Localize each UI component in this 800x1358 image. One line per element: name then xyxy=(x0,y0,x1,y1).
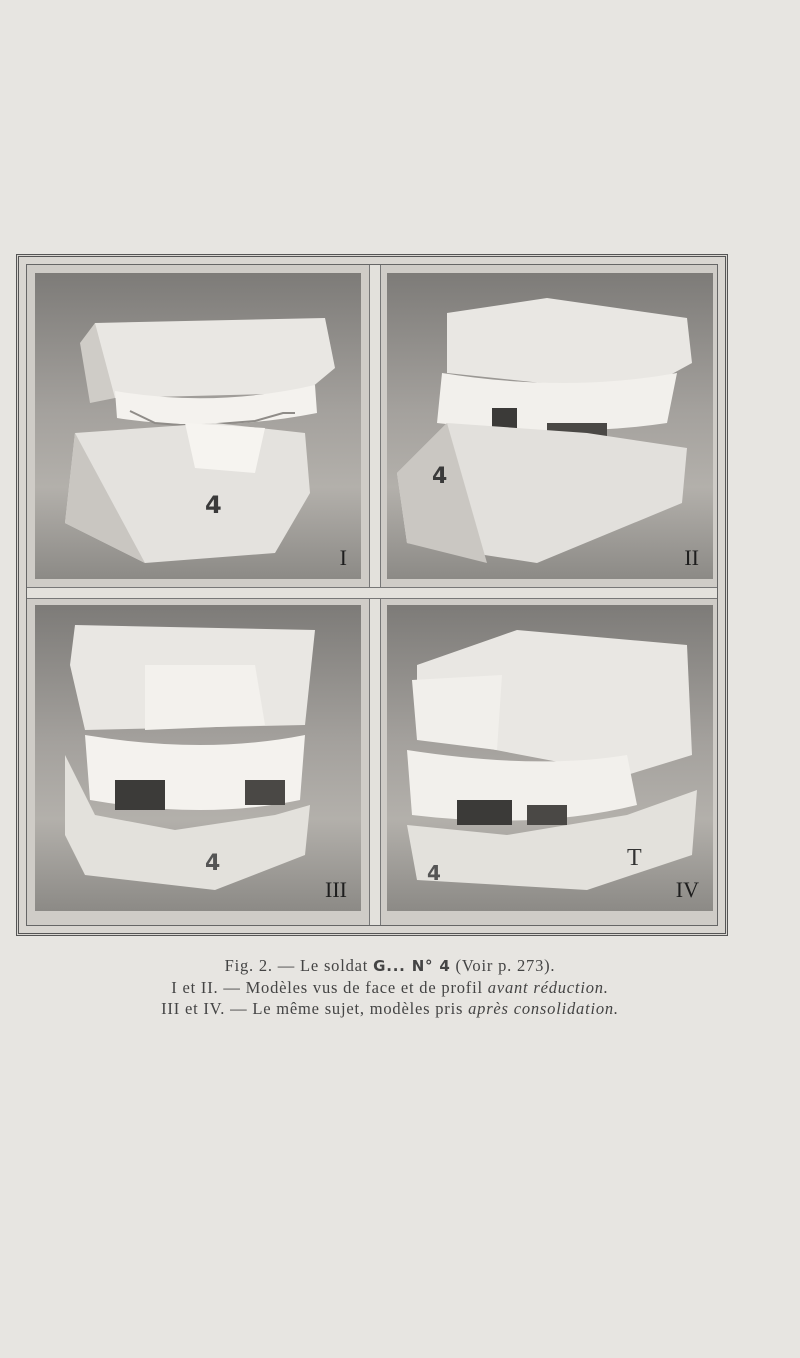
caption-subject: G... N° 4 xyxy=(373,957,451,975)
panel-iii xyxy=(35,605,361,911)
svg-text:4: 4 xyxy=(205,491,222,519)
dental-model-front-icon xyxy=(35,605,361,911)
dental-model-front-icon xyxy=(35,273,361,579)
caption-line-1: Fig. 2. — Le soldat G... N° 4 (Voir p. 273). xyxy=(224,956,556,975)
panel-ii xyxy=(387,273,713,579)
figure-frame xyxy=(16,254,728,936)
svg-text:4: 4 xyxy=(432,464,448,489)
caption-line-3: III et IV. — Le même sujet, modèles pris après consolidation. xyxy=(161,999,619,1018)
figure-inner xyxy=(26,264,718,926)
panel-label: IV xyxy=(675,877,699,902)
dental-model-profile-icon xyxy=(387,273,713,579)
svg-text:4: 4 xyxy=(205,851,221,876)
svg-text:T: T xyxy=(627,845,642,871)
horizontal-divider xyxy=(27,587,717,599)
panel-i xyxy=(35,273,361,579)
dental-model-profile-icon xyxy=(387,605,713,911)
svg-text:4: 4 xyxy=(427,861,441,885)
figure-caption xyxy=(60,955,720,1019)
panel-iv xyxy=(387,605,713,911)
panel-label: III xyxy=(325,877,347,902)
panel-label: II xyxy=(684,545,699,570)
caption-line-2: I et II. — Modèles vus de face et de profil avant réduction. xyxy=(171,978,609,997)
panel-label: I xyxy=(339,545,347,570)
